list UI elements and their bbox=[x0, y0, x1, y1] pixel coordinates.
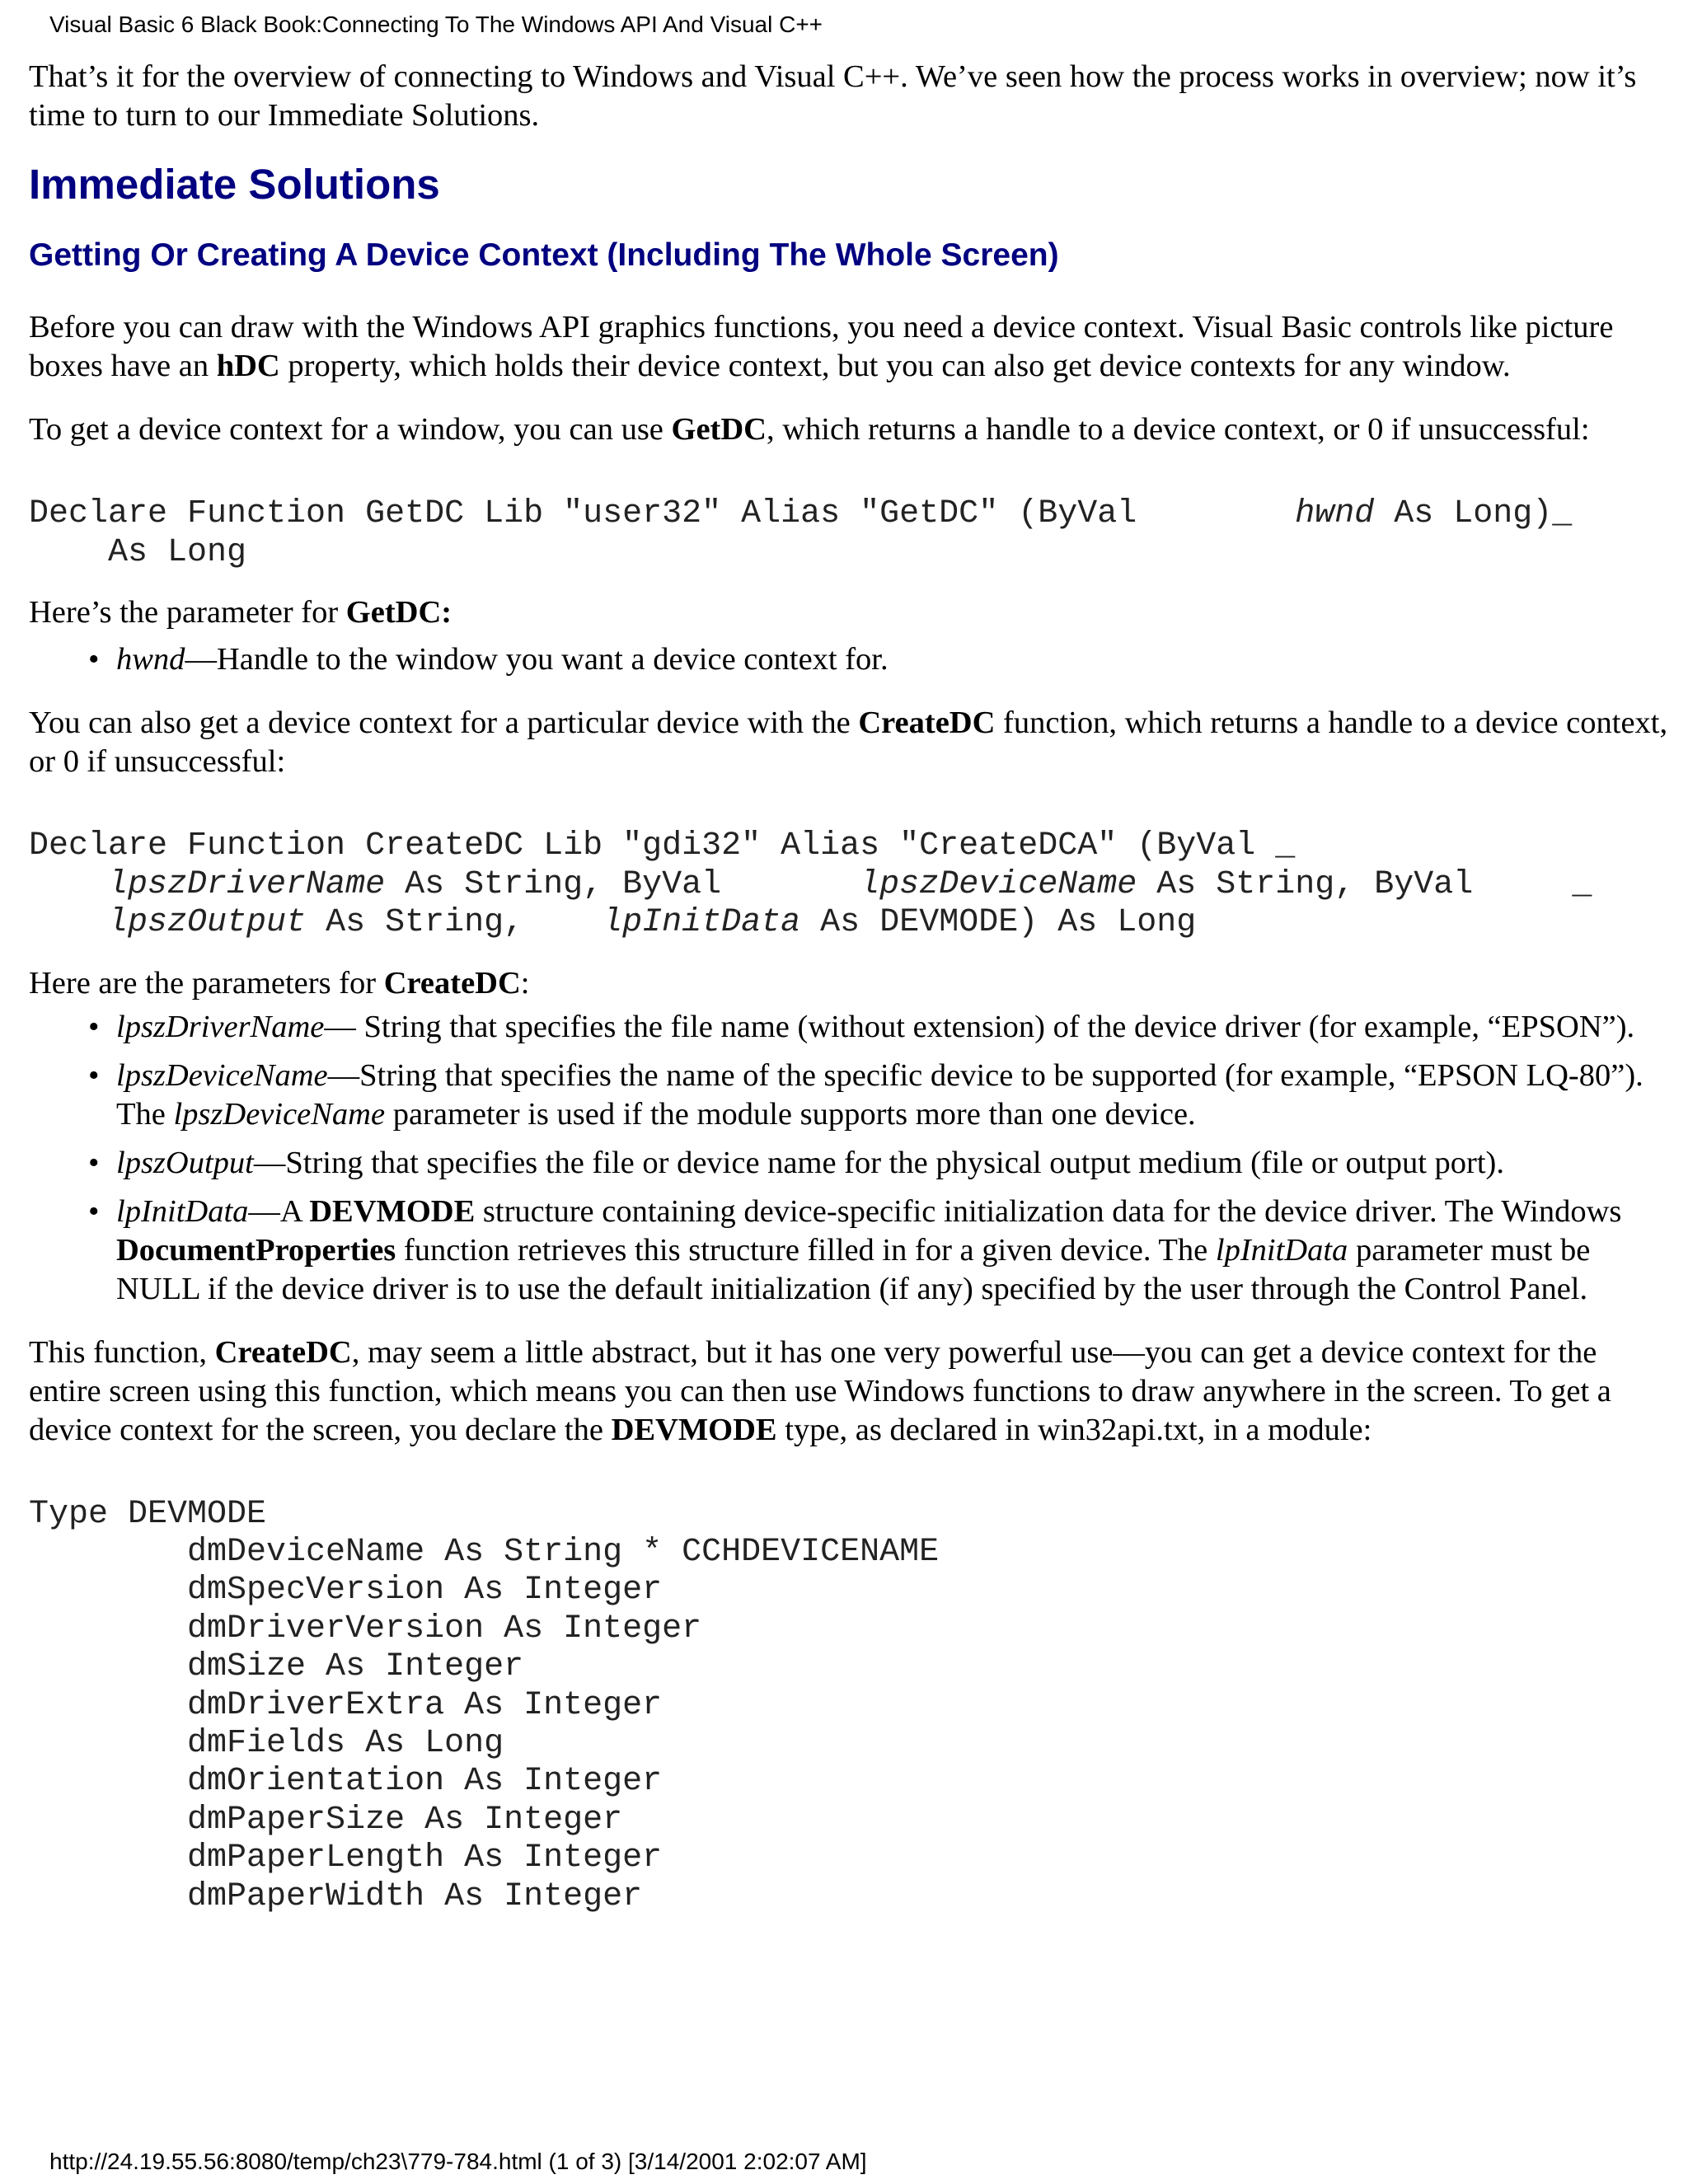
param-name: lpInitData bbox=[116, 1193, 249, 1229]
param-description: — String that specifies the file name (without extension) of the device driver (for example, “EPSON”). bbox=[324, 1009, 1635, 1044]
code-indent bbox=[29, 904, 108, 941]
code-line: dmDriverExtra As Integer bbox=[29, 1686, 663, 1724]
devmode-term: DEVMODE bbox=[309, 1193, 476, 1229]
code-line: dmPaperWidth As Integer bbox=[29, 1877, 643, 1915]
code-line: As String, bbox=[306, 904, 603, 941]
param-description: structure containing device-specific initialization data for the device driver. The Windows bbox=[475, 1193, 1622, 1229]
code-line: As Long bbox=[29, 533, 247, 571]
devmode-term: DEVMODE bbox=[611, 1412, 777, 1447]
text-run: Before you can draw with the Windows API graphics functions, you need a device context. Visual Basic controls like picture boxes have an bbox=[29, 310, 1614, 383]
intro-paragraph: That’s it for the overview of connecting to Windows and Visual C++. We’ve seen how the process works in overview; now it’s time to turn to our Immediate Solutions. bbox=[29, 59, 1637, 133]
code-param: lpInitData bbox=[603, 904, 801, 941]
param-name: lpszDeviceName bbox=[116, 1057, 328, 1093]
createdc-params-heading bbox=[29, 964, 1669, 1003]
document-content bbox=[29, 58, 1669, 1938]
param-name: lpszOutput bbox=[116, 1145, 254, 1180]
param-description: parameter must be NULL if the device driver is to use the default initialization (if any) specified by the user through the Control Panel. bbox=[116, 1232, 1591, 1306]
param-name: lpszDeviceName bbox=[173, 1096, 386, 1132]
getdc-param-list bbox=[29, 640, 1669, 679]
text-run: This function, bbox=[29, 1334, 215, 1370]
param-description: parameter is used if the module supports more than one device. bbox=[385, 1096, 1196, 1132]
page-footer-url: http://24.19.55.56:8080/temp/ch23\779-784.html (1 of 3) [3/14/2001 2:02:07 AM] bbox=[49, 2149, 867, 2174]
text-run: function, which returns a handle to a device context, or 0 if unsuccessful: bbox=[29, 705, 1668, 779]
getdc-term: GetDC bbox=[671, 412, 767, 447]
code-line: dmSpecVersion As Integer bbox=[29, 1572, 663, 1610]
devmode-type-code bbox=[29, 1496, 1669, 1916]
code-line: dmSize As Integer bbox=[29, 1648, 524, 1686]
code-line: dmDeviceName As String * CCHDEVICENAME bbox=[29, 1533, 940, 1571]
list-item bbox=[116, 1008, 1669, 1047]
code-line: Type DEVMODE bbox=[29, 1495, 267, 1533]
device-context-intro-paragraph bbox=[29, 308, 1669, 386]
code-line: dmFields As Long bbox=[29, 1724, 504, 1762]
text-run: : bbox=[520, 965, 530, 1001]
code-line: As String, ByVal bbox=[385, 865, 860, 903]
getdc-intro-paragraph bbox=[29, 410, 1669, 449]
code-param: lpszDeviceName bbox=[860, 865, 1137, 903]
text-run: You can also get a device context for a particular device with the bbox=[29, 705, 859, 740]
code-line: dmOrientation As Integer bbox=[29, 1763, 663, 1801]
page-header: Visual Basic 6 Black Book:Connecting To The Windows API And Visual C++ bbox=[49, 12, 823, 37]
createdc-term: CreateDC bbox=[214, 1334, 352, 1370]
getdc-term: GetDC: bbox=[345, 595, 452, 630]
code-line: dmPaperLength As Integer bbox=[29, 1840, 663, 1877]
param-name: lpInitData bbox=[1215, 1232, 1348, 1268]
text-run: To get a device context for a window, you can use bbox=[29, 412, 672, 447]
list-item bbox=[116, 1193, 1669, 1309]
getdc-params-heading bbox=[29, 593, 1669, 632]
section-heading: Immediate Solutions bbox=[29, 161, 440, 208]
code-line: dmPaperSize As Integer bbox=[29, 1801, 623, 1839]
text-run: type, as declared in win32api.txt, in a module: bbox=[776, 1412, 1372, 1447]
list-item bbox=[116, 640, 1669, 679]
createdc-param-list bbox=[29, 1008, 1669, 1309]
createdc-declaration-code bbox=[29, 827, 1669, 943]
param-name: lpszDriverName bbox=[116, 1009, 325, 1044]
code-line: As String, ByVal _ bbox=[1137, 865, 1592, 903]
code-line: As DEVMODE) As Long bbox=[800, 904, 1197, 941]
param-description: —String that specifies the file or device name for the physical output medium (file or output port). bbox=[253, 1145, 1504, 1180]
code-indent bbox=[29, 866, 108, 903]
code-line: dmDriverVersion As Integer bbox=[29, 1610, 702, 1647]
getdc-declaration-code bbox=[29, 495, 1669, 572]
createdc-term: CreateDC bbox=[858, 705, 996, 740]
documentproperties-term: DocumentProperties bbox=[116, 1232, 396, 1268]
subsection-heading: Getting Or Creating A Device Context (Including The Whole Screen) bbox=[29, 237, 1059, 273]
param-description: function retrieves this structure filled in for a given device. The bbox=[396, 1232, 1216, 1268]
createdc-intro-paragraph bbox=[29, 704, 1669, 781]
code-line: As Long)_ bbox=[1374, 495, 1573, 532]
list-item bbox=[116, 1144, 1669, 1183]
text-run: Here’s the parameter for bbox=[29, 595, 346, 630]
hdc-term: hDC bbox=[216, 349, 280, 383]
param-description: —A bbox=[248, 1193, 310, 1229]
code-param: lpszDriverName bbox=[108, 865, 386, 903]
param-name: hwnd bbox=[116, 642, 185, 677]
param-description: —Handle to the window you want a device context for. bbox=[185, 642, 889, 677]
list-item bbox=[116, 1057, 1669, 1134]
text-run: , which returns a handle to a device context, or 0 if unsuccessful: bbox=[766, 412, 1590, 447]
text-run: property, which holds their device context, but you can also get device contexts for any window. bbox=[279, 349, 1511, 383]
code-line: Declare Function CreateDC Lib "gdi32" Alias "CreateDCA" (ByVal _ bbox=[29, 827, 1296, 865]
text-run: , may seem a little abstract, but it has one very powerful use—you can get a device context for the entire screen using this function, which means you can then use Windows functions to draw anywhere in the screen. To get a device context for the screen, you declare the bbox=[29, 1334, 1611, 1447]
text-run: Here are the parameters for bbox=[29, 965, 384, 1001]
code-line: Declare Function GetDC Lib "user32" Alias "GetDC" (ByVal bbox=[29, 495, 1296, 532]
code-param: hwnd bbox=[1295, 495, 1375, 532]
createdc-term: CreateDC bbox=[383, 965, 521, 1001]
screen-device-context-paragraph bbox=[29, 1333, 1669, 1450]
code-param: lpszOutput bbox=[108, 904, 307, 941]
param-description: —String that specifies the name of the specific device to be supported (for example, “EPSON LQ-80”). The bbox=[116, 1057, 1643, 1132]
